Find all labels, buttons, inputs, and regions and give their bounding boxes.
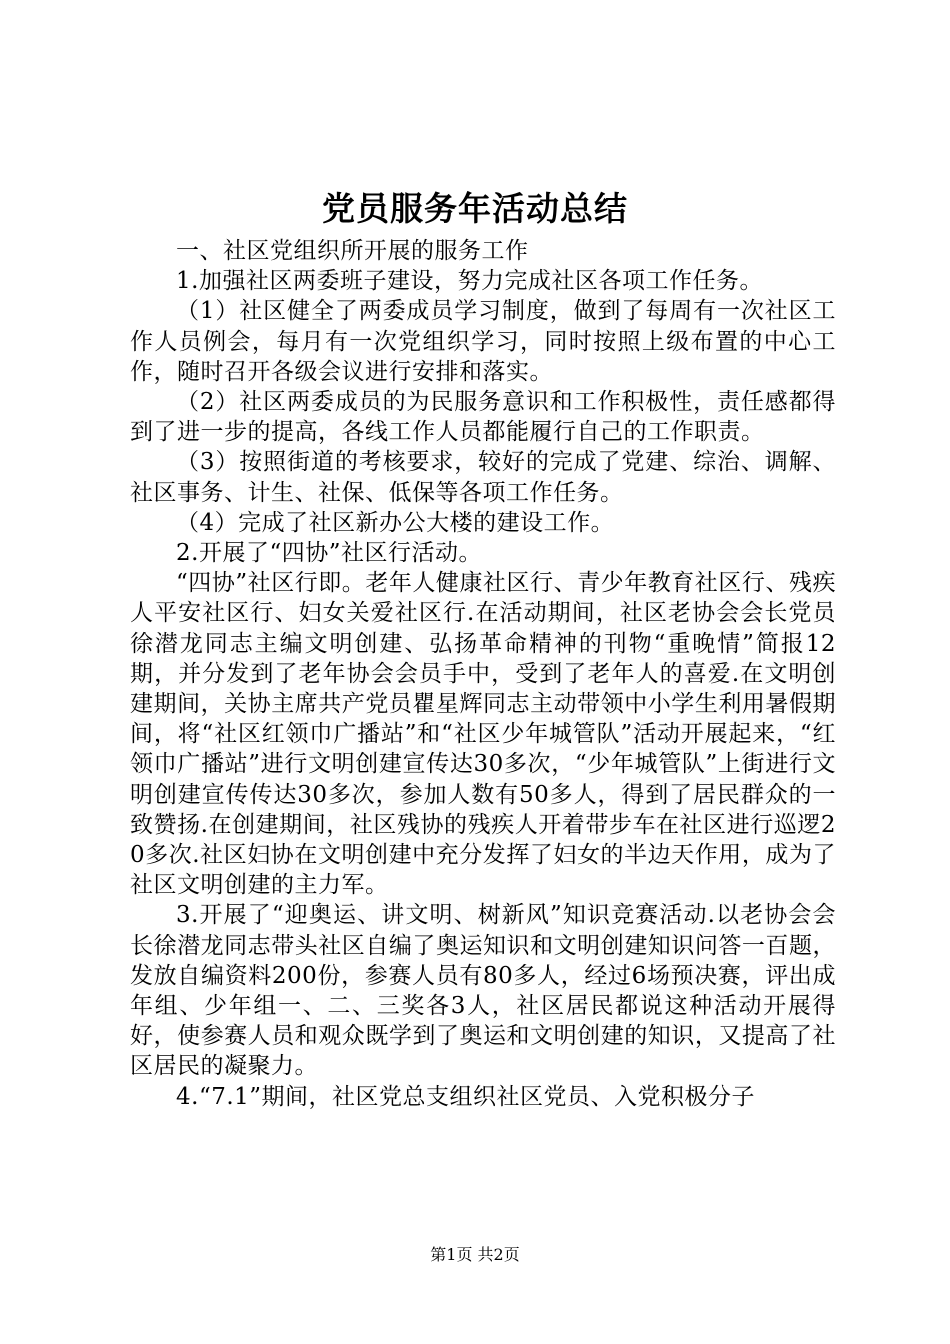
page-number-footer: 第1页 共2页 (430, 1245, 520, 1264)
paragraph-four-associations: “四协”社区行即。老年人健康社区行、青少年教育社区行、残疾人平安社区行、妇女关爱社区行.在活动期间，社区老协会会长党员徐潜龙同志主编文明创建、弘扬革命精神的刊物“重晚情”简报12期，并分发到了老年协会会员手中，受到了老年人的喜爱.在文明创建期间，关协主席共产党员瞿星辉同志主动带领中小学生利用暑假期间，将“社区红领巾广播站”和“社区少年城管队”活动开展起来，“红领巾广播站”进行文明创建宣传达30多次，“少年城管队”上街进行文明创建宣传传达30多次，参加人数有50多人，得到了居民群众的一致赞扬.在创建期间，社区残协的残疾人开着带步车在社区进行巡逻20多次.社区妇协在文明创建中充分发挥了妇女的半边天作用，成为了社区文明创建的主力军。 (130, 570, 836, 899)
paragraph-sub-item-1: （1）社区健全了两委成员学习制度，做到了每周有一次社区工作人员例会，每月有一次党组织学习，同时按照上级布置的中心工作，随时召开各级会议进行安排和落实。 (130, 298, 836, 385)
paragraph-section-heading: 一、社区党组织所开展的服务工作 (176, 238, 529, 264)
document-body (130, 236, 836, 1112)
paragraph-item-1: 1.加强社区两委班子建设，努力完成社区各项工作任务。 (176, 268, 763, 295)
paragraph-sub-item-3: （3）按照街道的考核要求，较好的完成了党建、综治、调解、社区事务、计生、社保、低保等各项工作任务。 (130, 449, 836, 506)
paragraph-sub-item-4: （4）完成了社区新办公大楼的建设工作。 (176, 509, 615, 536)
paragraph-item-2: 2.开展了“四协”社区行活动。 (176, 540, 482, 567)
paragraph-sub-item-2: （2）社区两委成员的为民服务意识和工作积极性，责任感都得到了进一步的提高，各线工作人员都能履行自己的工作职责。 (130, 389, 836, 446)
paragraph-item-4: 4.“7.1”期间，社区党总支组织社区党员、入党积极分子 (176, 1083, 756, 1110)
paragraph-item-3: 3.开展了“迎奥运、讲文明、树新风”知识竞赛活动.以老协会会长徐潜龙同志带头社区自编了奥运知识和文明创建知识问答一百题，发放自编资料200份，参赛人员有80多人，经过6场预决赛，评出成年组、少年组一、二、三奖各3人，社区居民都说这种活动开展得好，使参赛人员和观众既学到了奥运和文明创建的知识，又提高了社区居民的凝聚力。 (130, 902, 836, 1080)
document-title: 党员服务年活动总结 (322, 189, 628, 228)
